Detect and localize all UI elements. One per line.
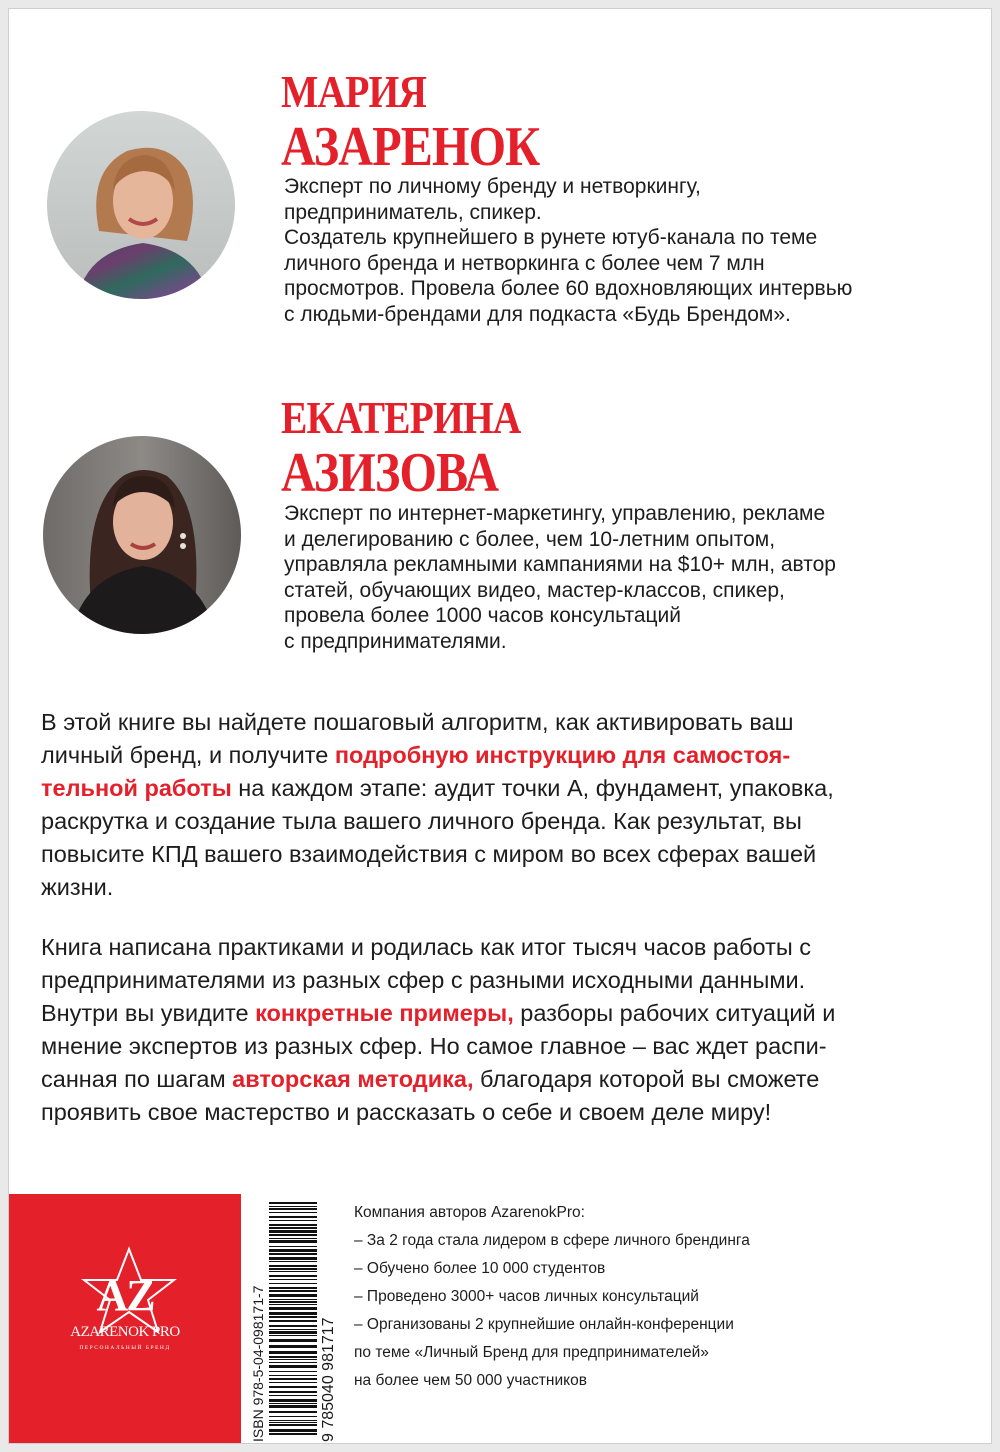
barcode-bar (269, 1290, 317, 1292)
barcode-bar (269, 1294, 317, 1297)
author1-last-name: АЗАРЕНОК (281, 116, 540, 178)
bio-line: статей, обучающих видео, мастер-классов, спикер, (284, 578, 785, 602)
bio-line: Эксперт по интернет-маркетингу, управлению, рекламе (284, 502, 826, 525)
barcode-bar (269, 1206, 317, 1207)
bio-line: Создатель крупнейшего в рунете ютуб-канала по теме (284, 226, 818, 249)
barcode-bar (269, 1212, 317, 1213)
barcode-bar (269, 1240, 317, 1243)
barcode-bar (269, 1429, 317, 1432)
barcode-bar (269, 1320, 317, 1322)
barcode-bar (269, 1224, 317, 1226)
barcode-bar (269, 1275, 317, 1277)
barcode-bar (269, 1249, 317, 1252)
barcode-bar (269, 1382, 317, 1383)
barcode-bar (269, 1339, 317, 1342)
company-line: – Проведено 3000+ часов личных консультаций (354, 1288, 699, 1305)
barcode-bar (269, 1405, 317, 1408)
barcode-bar (269, 1378, 317, 1380)
author2-name (281, 392, 559, 504)
paragraph-text: Внутри вы увидите (41, 1000, 256, 1026)
barcode-bar (269, 1391, 317, 1393)
barcode-bar (269, 1331, 317, 1334)
barcode-bar (269, 1403, 317, 1404)
logo-monogram: AZ (96, 1271, 154, 1320)
paragraph-line: мнение экспертов из разных сфер. Но самое главное – вас ждет распи- (41, 1033, 827, 1059)
barcode-bar (269, 1395, 317, 1396)
barcode-bar (269, 1246, 317, 1247)
author2-bio (284, 501, 836, 654)
isbn-label: ISBN 978-5-04-098171-7 (250, 1285, 266, 1442)
paragraph-text: на каждом этапе: аудит точки А, фундамент, упаковка, (231, 775, 834, 801)
barcode-bar (269, 1304, 317, 1305)
barcode-bar (269, 1375, 317, 1376)
company-line: на более чем 50 000 участников (354, 1372, 587, 1389)
barcode-bar (269, 1283, 317, 1284)
barcode-bar (269, 1386, 317, 1388)
barcode-bar (269, 1287, 317, 1289)
paragraph-line: Книга написана практиками и родилась как итог тысяч часов работы с (41, 934, 812, 960)
highlight-text: конкретные примеры, (255, 1000, 514, 1026)
barcode-bar (269, 1351, 317, 1354)
barcode-bar (269, 1257, 317, 1260)
barcode-bar (269, 1329, 317, 1330)
barcode-icon (249, 1194, 339, 1444)
paragraph-line: жизни. (41, 874, 114, 900)
paragraph-line: проявить свое мастерство и рассказать о себе и своем деле миру! (41, 1099, 772, 1125)
barcode-digits: 9 785040 981717 (320, 1317, 337, 1442)
barcode-bar (269, 1230, 317, 1233)
paragraph-text: благодаря которой вы сможете (473, 1066, 820, 1092)
author2-photo (43, 436, 241, 634)
barcode-bar (269, 1265, 317, 1267)
paragraph-line: повысите КПД вашего взаимодействия с миром во всех сферах вашей (41, 841, 817, 867)
barcode-bar (269, 1299, 317, 1300)
barcode-bar (269, 1234, 317, 1236)
barcode-bar (269, 1416, 317, 1417)
company-title: Компания авторов AzarenokPro: (354, 1204, 585, 1221)
company-line: – Организованы 2 крупнейшие онлайн-конференции (354, 1316, 734, 1333)
barcode-bar (269, 1316, 317, 1318)
paragraph-line: предпринимателями из разных сфер с разными исходными данными. (41, 967, 806, 993)
barcode-bar (269, 1365, 317, 1368)
paragraph-line: В этой книге вы найдете пошаговый алгоритм, как активировать ваш (41, 709, 794, 735)
highlight-text: подробную инструкцию для самостоя- (334, 742, 791, 768)
logo-brand: AZARENOK PRO (70, 1324, 180, 1340)
bio-line: провела более 1000 часов консультаций (284, 604, 682, 627)
paragraph-line (41, 997, 971, 1030)
bio-line: и делегированию с более, чем 10-летним опытом, (284, 527, 776, 551)
isbn-barcode (249, 1194, 339, 1444)
barcode-bar (269, 1307, 317, 1310)
barcode-bar (269, 1216, 317, 1218)
barcode-bar (269, 1312, 317, 1315)
author1-photo (47, 111, 235, 299)
barcode-bar (269, 1399, 317, 1402)
paragraph-line: раскрутка и создание тыла вашего личного бренда. Как результат, вы (41, 808, 802, 834)
highlight-text: тельной работы (41, 775, 232, 801)
barcode-bar (269, 1238, 317, 1239)
description-paragraph-2 (41, 931, 971, 1129)
barcode-bar (269, 1325, 317, 1327)
company-line: – Обучено более 10 000 студентов (354, 1260, 606, 1277)
highlight-text: авторская методика, (232, 1066, 474, 1092)
description-paragraph-1 (41, 706, 971, 904)
paragraph-text: личный бренд, и получите (41, 742, 335, 768)
barcode-bar (269, 1208, 317, 1210)
book-back-cover (8, 8, 992, 1444)
barcode-bar (269, 1271, 317, 1272)
barcode-bar (269, 1411, 317, 1413)
bio-line: личного бренда и нетворкинга с более чем 7 млн (284, 251, 765, 275)
bio-line: предприниматель, спикер. (284, 200, 542, 224)
company-line: – За 2 года стала лидером в сфере личного брендинга (354, 1232, 750, 1249)
barcode-bar (269, 1371, 317, 1372)
barcode-bar (269, 1253, 317, 1255)
bio-line: Эксперт по личному бренду и нетворкингу, (284, 175, 701, 198)
barcode-bar (269, 1420, 317, 1421)
bio-line: с людьми-брендами для подкаста «Будь Брендом». (284, 302, 791, 326)
barcode-bar (269, 1227, 317, 1229)
barcode-bar (269, 1362, 317, 1363)
paragraph-line (41, 772, 971, 805)
paragraph-line (41, 1063, 971, 1096)
barcode-bar (269, 1433, 317, 1435)
paragraph-line (41, 739, 971, 772)
barcode-bar (269, 1356, 317, 1358)
paragraph-text: санная по шагам (41, 1066, 233, 1092)
bio-line: просмотров. Провела более 60 вдохновляющих интервью (284, 277, 853, 300)
company-info (354, 1199, 750, 1395)
barcode-bar (269, 1279, 317, 1280)
author2-first-name: ЕКАТЕРИНА (281, 392, 521, 443)
barcode-bar (269, 1261, 317, 1262)
author2-last-name: АЗИЗОВА (281, 442, 499, 504)
author1-name (281, 66, 581, 178)
barcode-bar (269, 1424, 317, 1426)
barcode-bar (269, 1335, 317, 1336)
bio-line: с предпринимателями. (284, 629, 507, 653)
author1-bio (284, 174, 852, 327)
barcode-bar (269, 1202, 317, 1204)
barcode-bar (269, 1345, 317, 1348)
paragraph-text: разборы рабочих ситуаций и (513, 1000, 836, 1026)
publisher-logo (9, 1194, 241, 1444)
barcode-bar (269, 1268, 317, 1270)
bio-line: управляла рекламными кампаниями на $10+ млн, автор (284, 553, 836, 576)
author1-first-name: МАРИЯ (281, 66, 427, 117)
company-line: по теме «Личный Бренд для предпринимателей» (354, 1344, 709, 1361)
logo-tagline: ПЕРСОНАЛЬНЫЙ БРЕНД (79, 1345, 171, 1351)
barcode-bar (269, 1220, 317, 1221)
barcode-bar (269, 1359, 317, 1360)
barcode-bar (269, 1301, 317, 1303)
barcode-bar (269, 1422, 317, 1423)
